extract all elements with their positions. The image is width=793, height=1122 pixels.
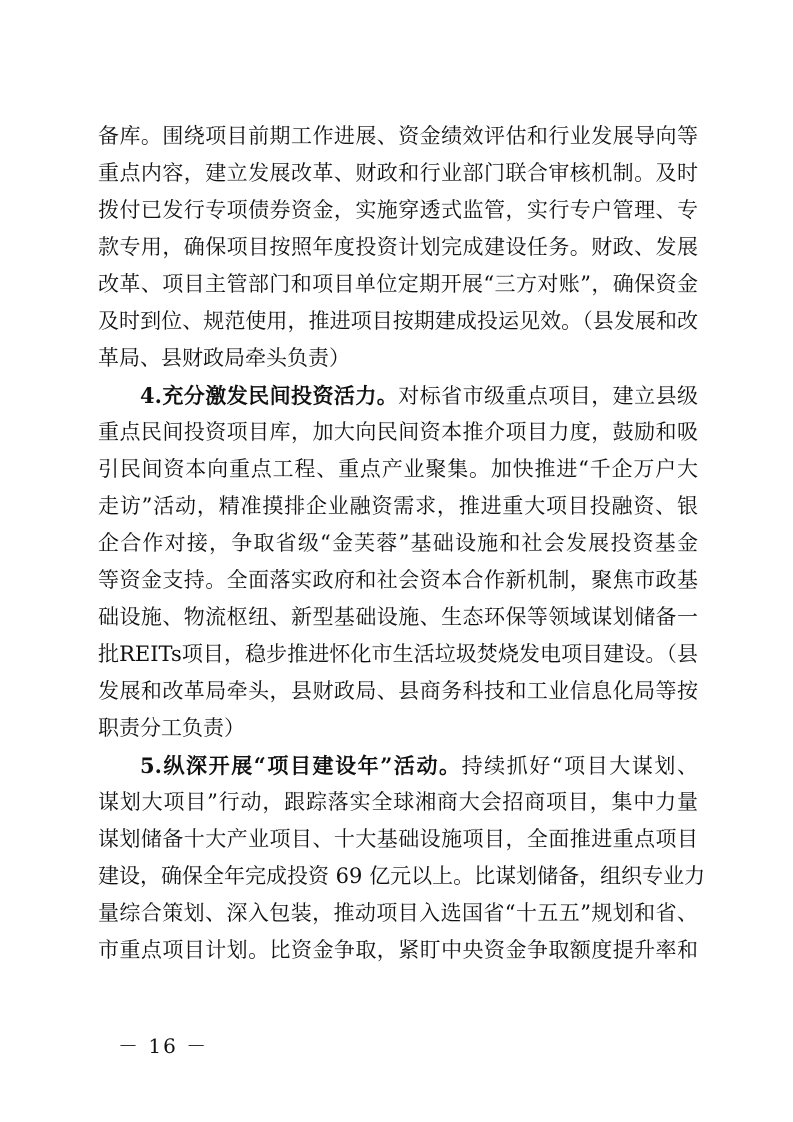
body-text [98,118,706,969]
text-line: 础设施、物流枢纽、新型基础设施、生态环保等领域谋划储备一 [98,605,698,629]
text-line: 量综合策划、深入包装，推动项目入选国省“十五五”规划和省、 [98,901,698,925]
text-line: 及时到位、规范使用，推进项目按期建成投运见效。（县发展和改 [98,309,698,333]
text-line: 发展和改革局牵头，县财政局、县商务科技和工业信息化局等按 [98,679,698,703]
text-line: 拨付已发行专项债券资金，实施穿透式监管，实行专户管理、专 [98,198,698,222]
text-line: 谋划大项目”行动，跟踪落实全球湘商大会招商项目，集中力量 [98,790,698,814]
text-line: 市重点项目计划。比资金争取，紧盯中央资金争取额度提升率和 [98,938,698,962]
paragraph-project-reserve [98,118,698,377]
page-number: － 16 － [118,1034,209,1058]
text-line [98,377,698,414]
section-heading: 5.纵深开展“项目建设年”活动。 [140,753,462,778]
text-line: 谋划储备十大产业项目、十大基础设施项目，全面推进重点项目 [98,827,698,851]
text-line: 职责分工负责） [98,716,245,740]
paragraph-project-construction-year [98,747,706,969]
text-line [98,747,698,784]
text-line: 建设，确保全年完成投资 69 亿元以上。比谋划储备，组织专业力 [98,864,706,888]
section-heading: 4.充分激发民间投资活力。 [140,383,399,408]
text-line: 等资金支持。全面落实政府和社会资本合作新机制，聚焦市政基 [98,568,698,592]
text-line: 备库。围绕项目前期工作进展、资金绩效评估和行业发展导向等 [98,124,698,148]
text-line: 企合作对接，争取省级“金芙蓉”基础设施和社会发展投资基金 [98,531,698,555]
heading-line-rest: 对标省市级重点项目，建立县级 [398,384,699,408]
text-line: 批REITs项目，稳步推进怀化市生活垃圾焚烧发电项目建设。（县 [98,642,698,666]
paragraph-private-investment [98,377,698,747]
heading-line-rest: 持续抓好“项目大谋划、 [461,754,698,778]
text-line: 引民间资本向重点工程、重点产业聚集。加快推进“千企万户大 [98,457,698,481]
text-line: 革局、县财政局牵头负责） [98,346,350,370]
text-line: 重点民间投资项目库，加大向民间资本推介项目力度，鼓励和吸 [98,420,698,444]
text-line: 改革、项目主管部门和项目单位定期开展“三方对账”，确保资金 [98,272,698,296]
text-line: 重点内容，建立发展改革、财政和行业部门联合审核机制。及时 [98,161,698,185]
text-line: 走访”活动，精准摸排企业融资需求，推进重大项目投融资、银 [98,494,698,518]
text-line: 款专用，确保项目按照年度投资计划完成建设任务。财政、发展 [98,235,698,259]
